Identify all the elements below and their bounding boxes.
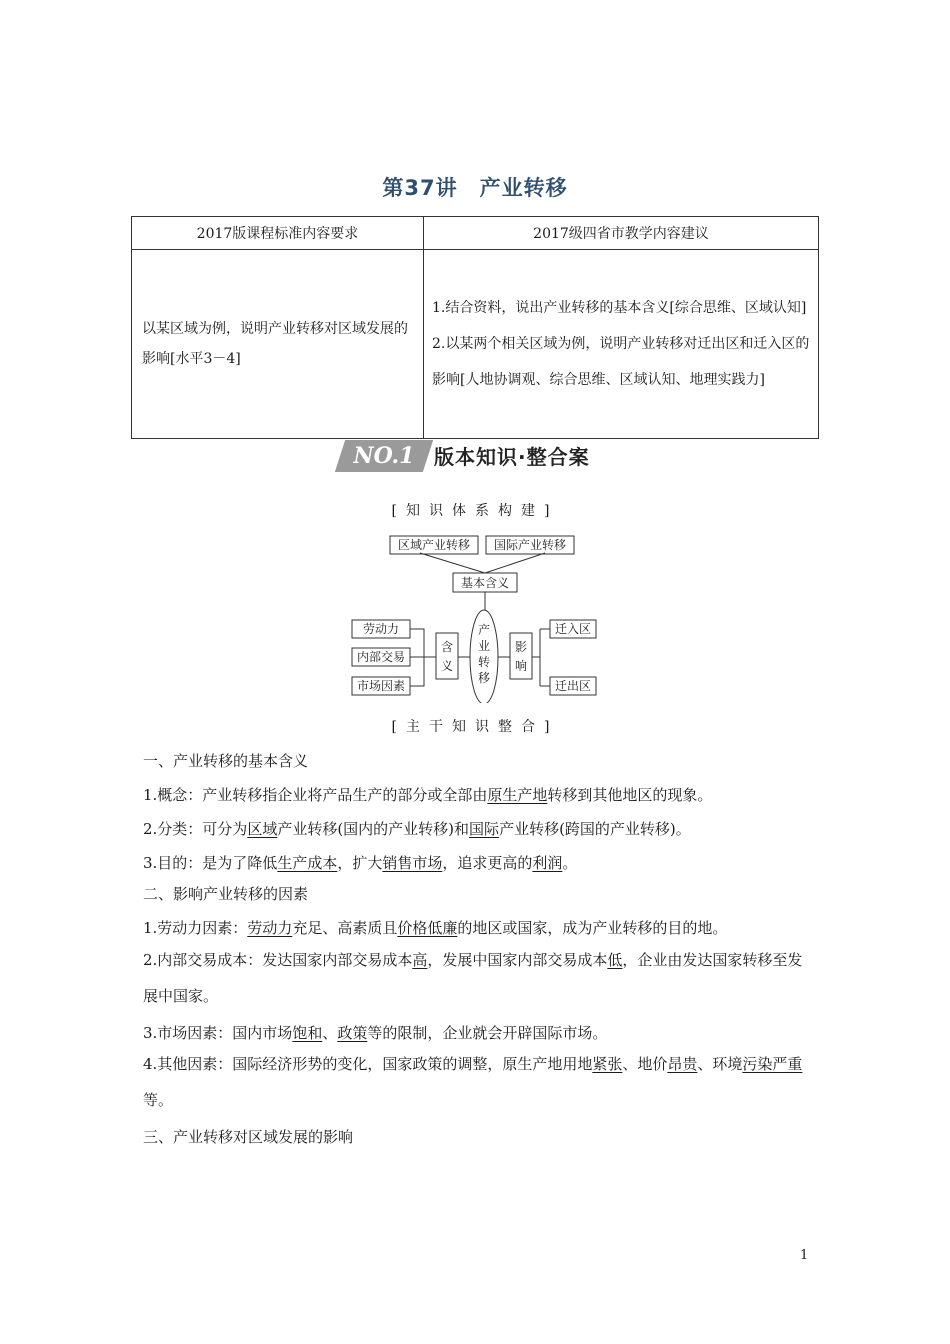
label-meaning-1: 含 [440,640,454,654]
paragraph-labor-factor: 1.劳动力因素：劳动力充足、高素质且价格低廉的地区或国家，成为产业转移的目的地。 [143,919,728,937]
label-labor: 劳动力 [362,622,400,636]
section-banner [330,438,620,474]
label-meaning-2: 义 [440,659,454,673]
table-header-row [132,217,819,250]
main-knowledge-heading: [主干知识整合] [391,719,559,735]
suggestion-item-2: 2.以某两个相关区域为例，说明产业转移对迁出区和迁入区的影响[人地协调观、综合思维、区域认知、地理实践力] [432,336,810,388]
page-title: 第37讲 产业转移 [382,176,568,200]
knowledge-diagram [340,528,610,703]
label-center-3: 转 [477,655,491,669]
connector-left [410,629,436,686]
table-row [132,250,819,439]
label-outflow-area: 迁出区 [554,679,592,693]
answer-blank: 政策 [337,1024,368,1042]
answer-blank: 原生产地 [487,786,548,804]
label-internal-trade: 内部交易 [356,650,406,664]
paragraph-purpose: 3.目的：是为了降低生产成本，扩大销售市场，追求更高的利润。 [143,854,578,872]
paragraph-classification: 2.分类：可分为区域产业转移(国内的产业转移)和国际产业转移(跨国的产业转移)。 [143,820,691,838]
section-2-title: 二、影响产业转移的因素 [143,885,309,903]
paragraph-market-factor: 3.市场因素：国内市场饱和、政策等的限制，企业就会开辟国际市场。 [143,1024,608,1042]
label-center-2: 业 [477,639,491,653]
answer-blank: 饱和 [292,1024,323,1042]
answer-blank: 紧张 [592,1055,623,1073]
requirements-table [131,216,819,439]
connector-top [420,553,545,573]
table-header-left: 2017版课程标准内容要求 [132,217,424,250]
answer-blank: 劳动力 [247,919,293,937]
paragraph-other-factors: 4.其他因素：国际经济形势的变化，国家政策的调整，原生产地用地紧张、地价昂贵、环境污染严重等。 [143,1055,803,1109]
answer-blank: 销售市场 [382,854,443,872]
answer-blank: 低 [607,951,623,969]
label-regional-transfer: 区域产业转移 [397,538,471,552]
answer-blank: 利润 [532,854,563,872]
table-header-right: 2017级四省市教学内容建议 [424,217,819,250]
section-3-title: 三、产业转移对区域发展的影响 [143,1128,354,1146]
answer-blank: 污染严重 [742,1055,803,1073]
paragraph-concept: 1.概念：产业转移指企业将产品生产的部分或全部由原生产地转移到其他地区的现象。 [143,786,713,804]
answer-blank: 国际 [469,820,500,838]
label-impact-1: 影 [514,640,528,654]
label-international-transfer: 国际产业转移 [493,538,567,552]
answer-blank: 区域 [247,820,278,838]
answer-blank: 昂贵 [667,1055,698,1073]
label-impact-2: 响 [514,659,528,673]
label-basic-meaning: 基本含义 [460,576,510,590]
section-number-badge: NO.1 [335,440,433,472]
label-center-4: 移 [477,671,491,685]
answer-blank: 生产成本 [277,854,338,872]
section-1-title: 一、产业转移的基本含义 [143,752,309,770]
answer-blank: 价格低廉 [397,919,458,937]
label-inflow-area: 迁入区 [554,622,592,636]
suggestion-item-1: 1.结合资料，说出产业转移的基本含义[综合思维、区域认知] [432,300,807,316]
section-banner-title: 版本知识·整合案 [434,445,590,469]
paragraph-trade-cost: 2.内部交易成本：发达国家内部交易成本高，发展中国家内部交易成本低，企业由发达国家转移至发展中国家。 [143,951,803,1005]
knowledge-system-heading: [知识体系构建] [391,503,559,519]
teaching-suggestion-cell [424,250,819,439]
page-number: 1 [800,1248,809,1263]
label-market: 市场因素 [356,679,406,693]
standard-requirement-cell: 以某区域为例，说明产业转移对区域发展的影响[水平3－4] [132,250,424,439]
label-center-1: 产 [477,623,491,637]
answer-blank: 高 [412,951,428,969]
